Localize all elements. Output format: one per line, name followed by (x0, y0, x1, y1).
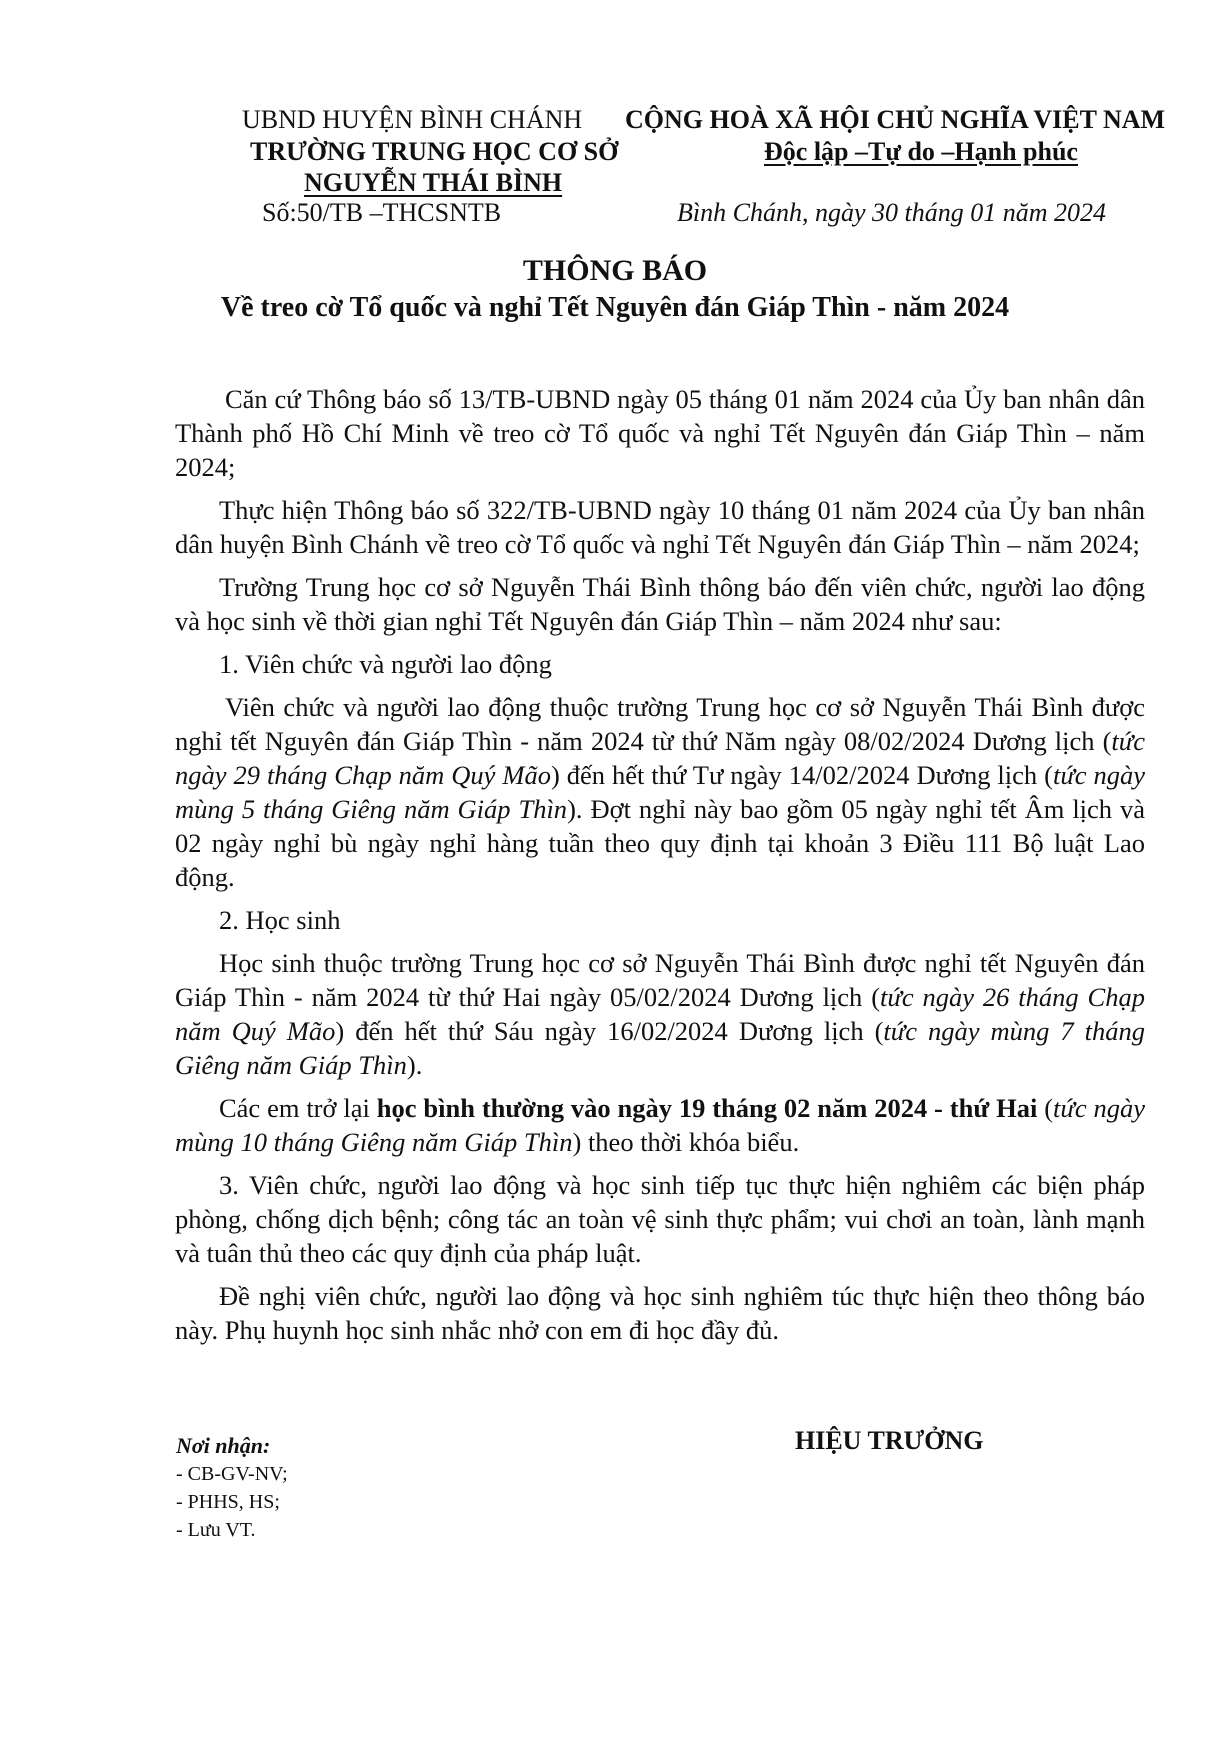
section-heading-staff: 1. Viên chức và người lao động (219, 649, 552, 679)
national-motto: Độc lập –Tự do –Hạnh phúc (764, 137, 1078, 166)
document-date: Bình Chánh, ngày 30 tháng 01 năm 2024 (677, 198, 1106, 227)
paragraph-announcement: Trường Trung học cơ sở Nguyễn Thái Bình thông báo đến viên chức, người lao động và học sinh về thời gian nghỉ Tết Nguyên đán Giáp Thìn – năm 2024 như sau: (175, 572, 1145, 636)
signature-title: HIỆU TRƯỞNG (795, 1426, 984, 1455)
national-title: CỘNG HOÀ XÃ HỘI CHỦ NGHĨA VIỆT NAM (625, 105, 1166, 134)
document-number: Số:50/TB –THCSNTB (262, 198, 502, 227)
document-body (175, 382, 1145, 1356)
recipients-label: Nơi nhận: (176, 1433, 271, 1458)
recipient-item: - Lưu VT. (176, 1519, 256, 1541)
recipient-item: - CB-GV-NV; (176, 1463, 288, 1485)
paragraph-legal-basis-2: Thực hiện Thông báo số 322/TB-UBND ngày 10 tháng 01 năm 2024 của Ủy ban nhân dân huyện Bình Chánh về treo cờ Tổ quốc và nghỉ Tết Nguyên đán Giáp Thìn – năm 2024; (175, 495, 1145, 559)
issuer-school-type: TRƯỜNG TRUNG HỌC CƠ SỞ (250, 137, 619, 166)
paragraph-closing: Đề nghị viên chức, người lao động và học sinh nghiêm túc thực hiện theo thông báo này. Phụ huynh học sinh nhắc nhở con em đi học đầy đủ. (175, 1281, 1145, 1345)
paragraph-staff-holiday: Viên chức và người lao động thuộc trường Trung học cơ sở Nguyễn Thái Bình được nghỉ tết Nguyên đán Giáp Thìn - năm 2024 từ thứ Năm ngày 08/02/2024 Dương lịch (tức ngày 29 tháng Chạp năm Quý Mão) đến hết thứ Tư ngày 14/02/2024 Dương lịch (tức ngày mùng 5 tháng Giêng năm Giáp Thìn). Đợt nghỉ này bao gồm 05 ngày nghỉ tết Âm lịch và 02 ngày nghỉ bù ngày nghỉ hàng tuần theo quy định tại khoản 3 Điều 111 Bộ luật Lao động. (175, 692, 1146, 892)
paragraph-legal-basis-1: Căn cứ Thông báo số 13/TB-UBND ngày 05 tháng 01 năm 2024 của Ủy ban nhân dân Thành phố Hồ Chí Minh về treo cờ Tổ quốc và nghỉ Tết Nguyên đán Giáp Thìn – năm 2024; (175, 384, 1145, 482)
issuer-school-name: NGUYỄN THÁI BÌNH (304, 168, 563, 197)
document-title: THÔNG BÁO (522, 254, 708, 287)
recipients-block (176, 1432, 288, 1544)
document-subtitle: Về treo cờ Tổ quốc và nghỉ Tết Nguyên đán Giáp Thìn - năm 2024 (220, 292, 1010, 323)
section-heading-students: 2. Học sinh (219, 905, 341, 935)
recipient-item: - PHHS, HS; (176, 1491, 280, 1513)
issuer-authority: UBND HUYỆN BÌNH CHÁNH (242, 105, 583, 134)
section-safety-measures: 3. Viên chức, người lao động và học sinh tiếp tục thực hiện nghiêm các biện pháp phòng, chống dịch bệnh; công tác an toàn vệ sinh thực phẩm; vui chơi an toàn, lành mạnh và tuân thủ theo các quy định của pháp luật. (175, 1170, 1145, 1268)
paragraph-students-holiday: Học sinh thuộc trường Trung học cơ sở Nguyễn Thái Bình được nghỉ tết Nguyên đán Giáp Thìn - năm 2024 từ thứ Hai ngày 05/02/2024 Dương lịch (tức ngày 26 tháng Chạp năm Quý Mão) đến hết thứ Sáu ngày 16/02/2024 Dương lịch (tức ngày mùng 7 tháng Giêng năm Giáp Thìn). (175, 948, 1146, 1080)
paragraph-students-return: Các em trở lại học bình thường vào ngày 19 tháng 02 năm 2024 - thứ Hai (tức ngày mùng 10 tháng Giêng năm Giáp Thìn) theo thời khóa biểu. (175, 1093, 1145, 1157)
